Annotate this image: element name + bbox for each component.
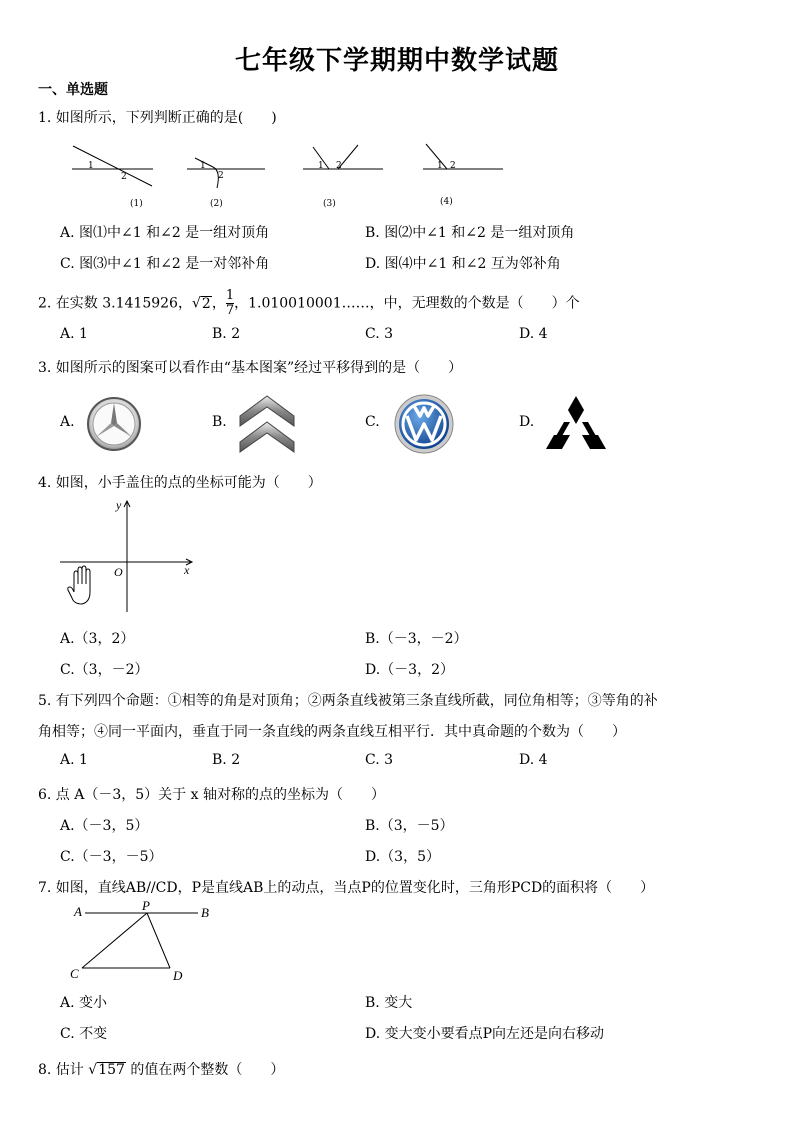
q1-fig4-label: (4) [440,197,453,207]
q4-option-a[interactable]: A.（3，2） [60,631,135,647]
x-axis-label: x [184,563,190,577]
q1-option-c[interactable]: C. 图⑶中∠1 和∠2 是一对邻补角 [60,256,270,272]
q3-stem: 3. 如图所示的图案可以看作由“基本图案”经过平移得到的是（ ） [38,360,463,376]
sqrt-symbol: √ [191,295,201,312]
q1-fig1-angle1: 1 [88,161,94,171]
q5-option-a[interactable]: A. 1 [60,752,88,768]
q4-coordinate-plane [58,496,198,616]
q4-option-b[interactable]: B.（－3，－2） [365,631,468,647]
q7-option-c[interactable]: C. 不变 [60,1026,108,1042]
q1-figure-4 [423,144,503,207]
q3-option-a[interactable]: A. [60,414,75,430]
q8-prefix: 8. 估计 [38,1062,84,1078]
q4-option-c[interactable]: C.（3，－2） [60,662,149,678]
q5-option-c[interactable]: C. 3 [365,752,394,768]
q3-option-c[interactable]: C. [365,414,380,430]
q2-option-c[interactable]: C. 3 [365,326,394,342]
q2-option-b[interactable]: B. 2 [212,326,241,342]
q7-option-d[interactable]: D. 变大变小要看点P向左还是向右移动 [365,1026,605,1042]
q2-sqrt-radicand: 2 [201,295,211,312]
q8-sqrt-radicand: 157 [98,1062,125,1078]
q5-option-d[interactable]: D. 4 [519,752,548,768]
q2-suffix: ，1.010010001……，中，无理数的个数是（ ）个 [234,295,580,312]
q1-option-b[interactable]: B. 图⑵中∠1 和∠2 是一组对顶角 [365,225,575,241]
q1-figure-1 [72,146,153,209]
point-a-label: A [74,904,82,919]
q7-option-a[interactable]: A. 变小 [60,995,108,1011]
q3-option-d[interactable]: D. [519,414,535,430]
point-d-label: D [173,968,183,983]
q7-stem: 7. 如图，直线AB//CD，P是直线AB上的动点，当点P的位置变化时，三角形PCD的面积将（ ） [38,880,655,896]
q5-stem-line-2: 角相等；④同一平面内，垂直于同一条直线的两条直线互相平行．其中真命题的个数为（ ） [38,724,626,740]
q1-fig1-angle2: 2 [121,172,127,182]
citroen-logo-icon [236,392,298,454]
q1-figures [60,138,520,210]
q1-fig3-label: (3) [323,199,336,209]
q6-option-c[interactable]: C.（－3，－5） [60,849,163,865]
q2-prefix: 2. 在实数 3.1415926， [38,295,192,312]
q1-fig2-angle2: 2 [218,171,224,181]
q4-option-d[interactable]: D.（－3，2） [365,662,454,678]
page-title: 七年级下学期期中数学试题 [234,46,559,76]
q6-option-d[interactable]: D.（3，5） [365,849,440,865]
volkswagen-logo-icon [394,394,454,454]
q7-parallel-lines-figure [70,900,220,984]
origin-label: O [114,565,123,579]
point-p-label: P [142,898,150,913]
q1-stem: 1. 如图所示，下列判断正确的是( ) [38,110,277,126]
q1-option-d[interactable]: D. 图⑷中∠1 和∠2 互为邻补角 [365,256,561,272]
q2-fraction [226,289,234,318]
q8-stem [38,1059,284,1079]
q5-stem-line-1: 5. 有下列四个命题：①相等的角是对顶角；②两条直线被第三条直线所截，同位角相等；③等角的补 [38,693,658,709]
q1-fig3-angle2: 2 [336,161,342,171]
q6-option-a[interactable]: A.（－3，5） [60,818,149,834]
q2-frac-numerator: 1 [225,288,235,303]
sqrt-symbol: √ [88,1062,98,1078]
mitsubishi-logo-icon [546,396,606,450]
q8-suffix: 的值在两个整数（ ） [130,1062,285,1078]
q3-option-b[interactable]: B. [212,414,227,430]
q1-figure-3 [303,145,383,209]
q5-option-b[interactable]: B. 2 [212,752,241,768]
q1-fig4-angle1: 1 [437,161,443,171]
q2-stem: 2. 在实数 3.1415926，√2， $\frac{1}{7}$ ，1.010010001……，中，无理数的个数是（ ）个 [38,288,580,318]
q6-option-b[interactable]: B.（3，－5） [365,818,454,834]
point-c-label: C [70,966,79,981]
q2-frac-denominator: 7 [225,303,235,318]
q1-option-a[interactable]: A. 图⑴中∠1 和∠2 是一组对顶角 [60,225,270,241]
y-axis-label: y [116,498,122,512]
q1-fig2-angle1: 1 [200,161,206,171]
q4-stem: 4. 如图，小手盖住的点的坐标可能为（ ） [38,475,322,491]
q2-option-d[interactable]: D. 4 [519,326,548,342]
mercedes-logo-icon [86,396,142,452]
q1-fig2-label: (2) [210,199,223,209]
hand-icon [68,566,90,604]
q2-option-a[interactable]: A. 1 [60,326,88,342]
q7-option-b[interactable]: B. 变大 [365,995,413,1011]
q1-figure-2 [187,158,265,209]
q1-fig1-label: (1) [130,199,143,209]
q1-fig4-angle2: 2 [450,161,456,171]
q1-fig3-angle1: 1 [318,161,324,171]
section-heading: 一、单选题 [38,82,108,98]
point-b-label: B [201,905,209,920]
q6-stem: 6. 点 A（－3，5）关于 x 轴对称的点的坐标为（ ） [38,787,385,803]
